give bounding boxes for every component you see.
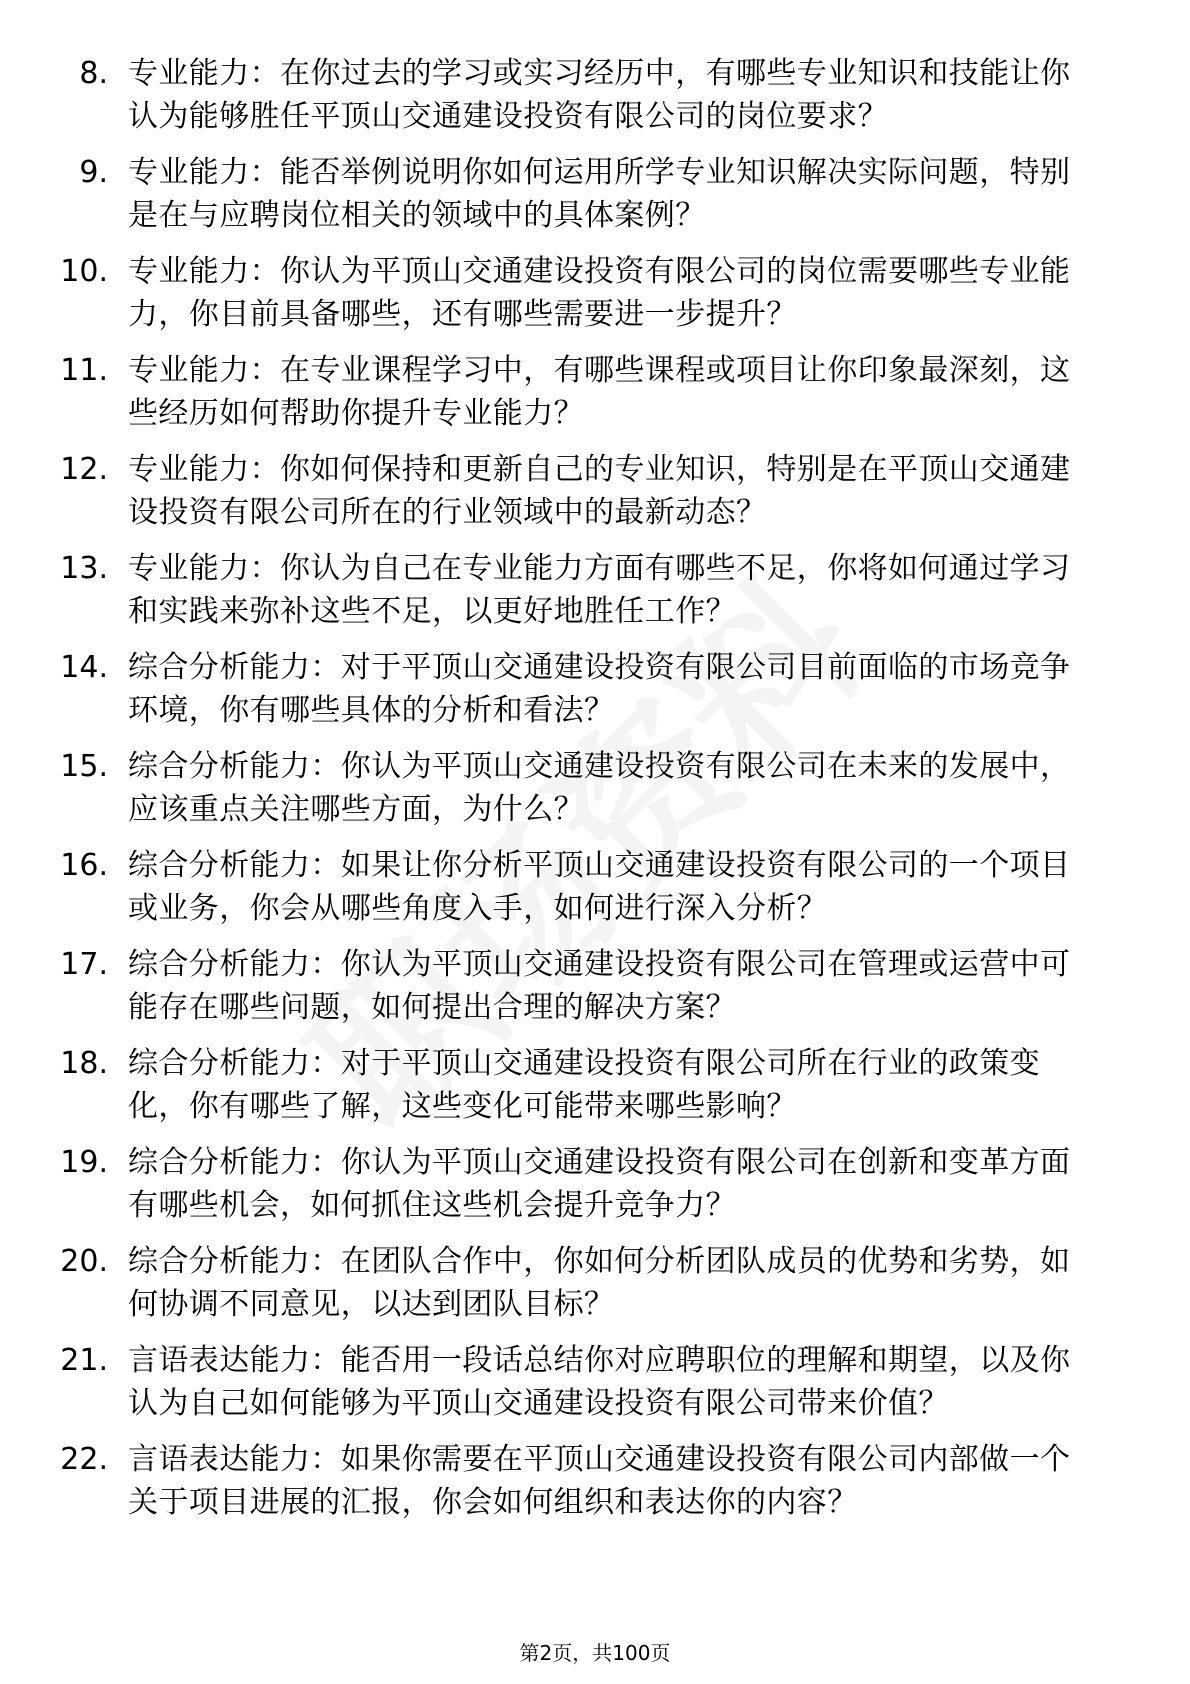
question-item xyxy=(0,250,1190,336)
question-item xyxy=(0,52,1190,138)
question-number: 11. xyxy=(60,353,108,388)
question-text: 综合分析能力：如果让你分析平顶山交通建设投资有限公司的一个项目或业务，你会从哪些角度入手，如何进行深入分析？ xyxy=(128,848,1071,926)
question-item xyxy=(0,1042,1190,1128)
question-number: 18. xyxy=(60,1046,108,1081)
question-text: 言语表达能力：如果你需要在平顶山交通建设投资有限公司内部做一个关于项目进展的汇报，你会如何组织和表达你的内容？ xyxy=(128,1442,1071,1520)
question-number: 19. xyxy=(60,1145,108,1180)
question-text: 综合分析能力：你认为平顶山交通建设投资有限公司在未来的发展中，应该重点关注哪些方面，为什么？ xyxy=(128,749,1071,827)
question-item xyxy=(0,448,1190,534)
question-item xyxy=(0,1141,1190,1227)
question-item xyxy=(0,1339,1190,1425)
question-item xyxy=(0,943,1190,1029)
question-number: 8. xyxy=(79,56,108,91)
question-text: 综合分析能力：对于平顶山交通建设投资有限公司所在行业的政策变化，你有哪些了解，这些变化可能带来哪些影响？ xyxy=(128,1046,1040,1124)
question-text: 综合分析能力：你认为平顶山交通建设投资有限公司在管理或运营中可能存在哪些问题，如何提出合理的解决方案？ xyxy=(128,947,1071,1025)
question-item xyxy=(0,745,1190,831)
question-number: 21. xyxy=(60,1343,108,1378)
question-number: 22. xyxy=(60,1442,108,1477)
question-item xyxy=(0,844,1190,930)
question-number: 12. xyxy=(60,452,108,487)
question-number: 13. xyxy=(60,551,108,586)
question-item xyxy=(0,547,1190,633)
page-footer: 第2页，共100页 xyxy=(519,1641,671,1665)
question-item xyxy=(0,151,1190,237)
question-number: 14. xyxy=(60,650,108,685)
question-number: 16. xyxy=(60,848,108,883)
question-text: 专业能力：你认为平顶山交通建设投资有限公司的岗位需要哪些专业能力，你目前具备哪些，还有哪些需要进一步提升？ xyxy=(128,254,1071,332)
question-text: 专业能力：你认为自己在专业能力方面有哪些不足，你将如何通过学习和实践来弥补这些不足，以更好地胜任工作？ xyxy=(128,551,1071,629)
question-text: 综合分析能力：对于平顶山交通建设投资有限公司目前面临的市场竞争环境，你有哪些具体的分析和看法？ xyxy=(128,650,1071,728)
question-number: 10. xyxy=(60,254,108,289)
question-item xyxy=(0,1438,1190,1524)
question-text: 专业能力：你如何保持和更新自己的专业知识，特别是在平顶山交通建设投资有限公司所在的行业领域中的最新动态？ xyxy=(128,452,1071,530)
question-number: 17. xyxy=(60,947,108,982)
question-number: 20. xyxy=(60,1244,108,1279)
question-item xyxy=(0,1240,1190,1326)
question-text: 专业能力：在专业课程学习中，有哪些课程或项目让你印象最深刻，这些经历如何帮助你提升专业能力？ xyxy=(128,353,1071,431)
question-text: 综合分析能力：在团队合作中，你如何分析团队成员的优势和劣势，如何协调不同意见，以达到团队目标？ xyxy=(128,1244,1071,1322)
question-number: 15. xyxy=(60,749,108,784)
question-text: 专业能力：能否举例说明你如何运用所学专业知识解决实际问题，特别是在与应聘岗位相关的领域中的具体案例？ xyxy=(128,155,1071,233)
question-item xyxy=(0,349,1190,435)
question-text: 专业能力：在你过去的学习或实习经历中，有哪些专业知识和技能让你认为能够胜任平顶山交通建设投资有限公司的岗位要求？ xyxy=(128,56,1071,134)
question-list xyxy=(0,52,1190,1537)
question-text: 综合分析能力：你认为平顶山交通建设投资有限公司在创新和变革方面有哪些机会，如何抓住这些机会提升竞争力？ xyxy=(128,1145,1071,1223)
question-text: 言语表达能力：能否用一段话总结你对应聘职位的理解和期望，以及你认为自己如何能够为平顶山交通建设投资有限公司带来价值？ xyxy=(128,1343,1071,1421)
question-number: 9. xyxy=(79,155,108,190)
question-item xyxy=(0,646,1190,732)
